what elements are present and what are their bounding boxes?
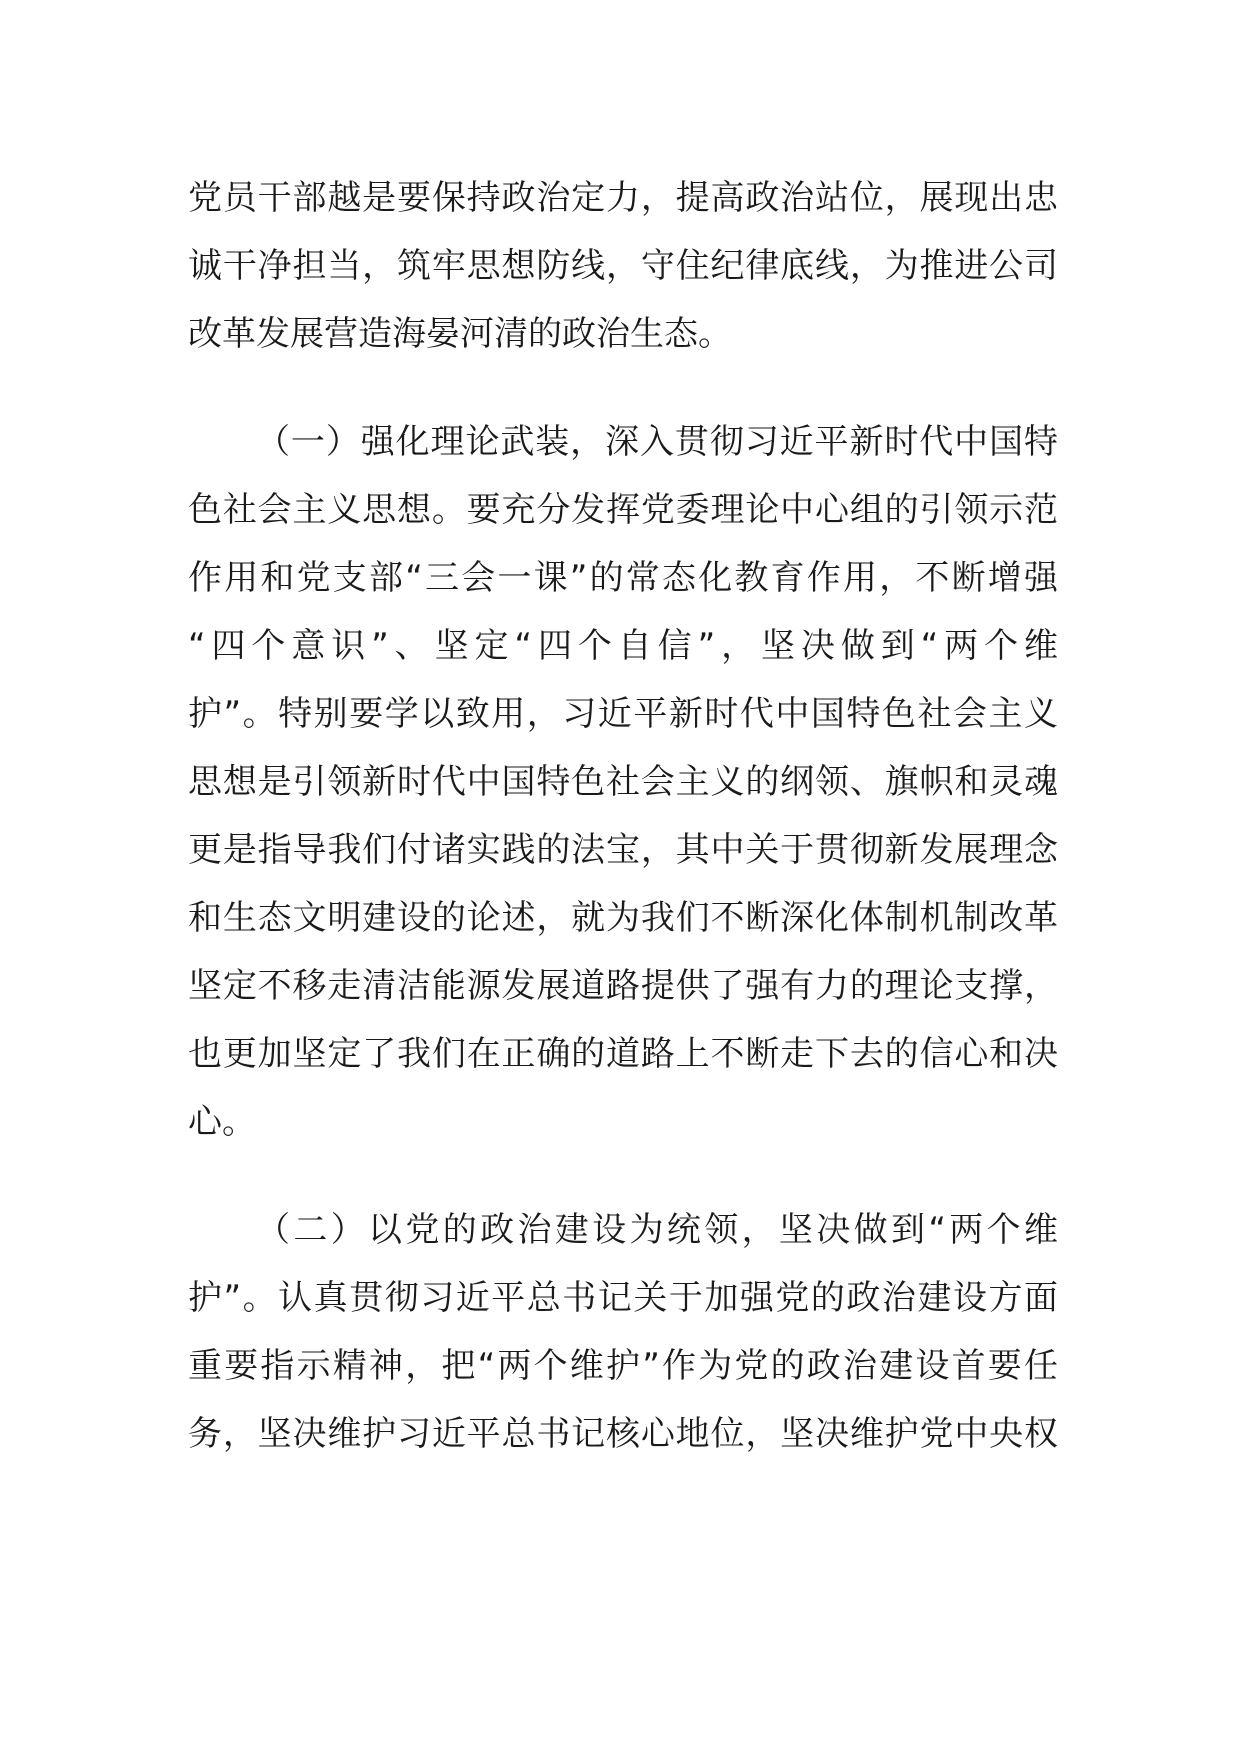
text-line: 思想是引领新时代中国特色社会主义的纲领、旗帜和灵魂 bbox=[188, 762, 1058, 802]
text-line: 改革发展营造海晏河清的政治生态。 bbox=[188, 314, 732, 354]
text-line: 心。 bbox=[188, 1102, 256, 1142]
text-line: 更是指导我们付诸实践的法宝，其中关于贯彻新发展理念 bbox=[188, 830, 1058, 870]
text-line: 党员干部越是要保持政治定力，提高政治站位，展现出忠 bbox=[188, 178, 1058, 218]
text-line: “四个意识”、坚定“四个自信”，坚决做到“两个维 bbox=[188, 626, 1058, 666]
text-line: 也更加坚定了我们在正确的道路上不断走下去的信心和决 bbox=[188, 1034, 1058, 1074]
text-line: 色社会主义思想。要充分发挥党委理论中心组的引领示范 bbox=[188, 490, 1058, 530]
text-line: 务，坚决维护习近平总书记核心地位，坚决维护党中央权 bbox=[188, 1414, 1058, 1454]
text-line: 护”。特别要学以致用，习近平新时代中国特色社会主义 bbox=[188, 694, 1058, 734]
text-line: 坚定不移走清洁能源发展道路提供了强有力的理论支撑， bbox=[188, 966, 1058, 1006]
text-line: 重要指示精神，把“两个维护”作为党的政治建设首要任 bbox=[188, 1346, 1058, 1386]
text-line: 和生态文明建设的论述，就为我们不断深化体制机制改革 bbox=[188, 898, 1058, 938]
text-line: （二）以党的政治建设为统领，坚决做到“两个维 bbox=[256, 1210, 1058, 1250]
text-line: 诚干净担当，筑牢思想防线，守住纪律底线，为推进公司 bbox=[188, 246, 1058, 286]
text-line: 作用和党支部“三会一课”的常态化教育作用，不断增强 bbox=[188, 558, 1058, 598]
text-line: （一）强化理论武装，深入贯彻习近平新时代中国特 bbox=[256, 422, 1058, 462]
text-line: 护”。认真贯彻习近平总书记关于加强党的政治建设方面 bbox=[188, 1278, 1058, 1318]
